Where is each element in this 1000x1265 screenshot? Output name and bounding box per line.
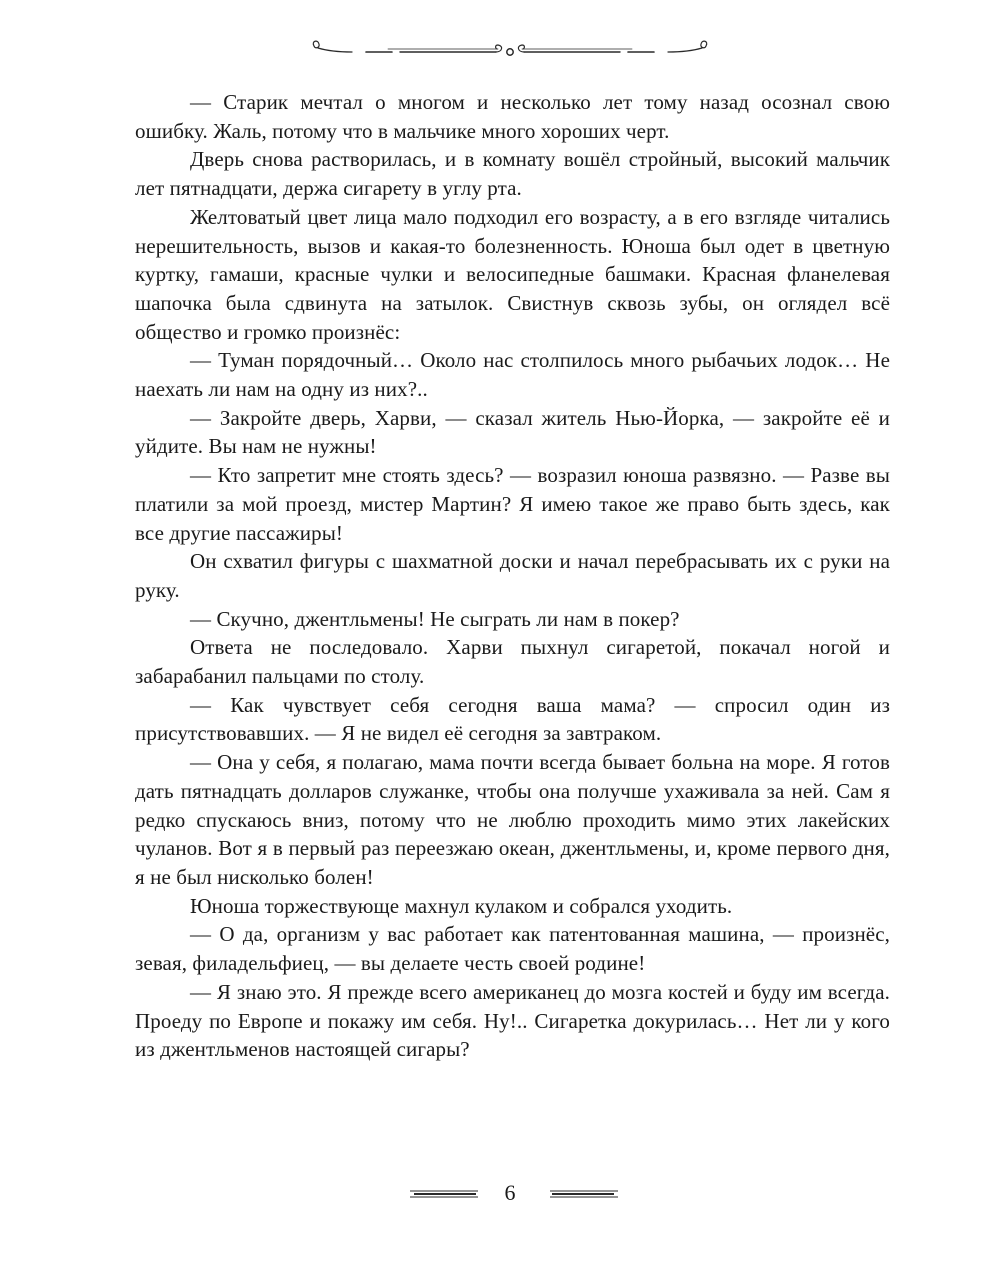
paragraph: Ответа не последовало. Харви пыхнул сигаретой, покачал ногой и забарабанил пальцами по столу. bbox=[135, 635, 890, 689]
paragraph: Желтоватый цвет лица мало подходил его возрасту, а в его взгляде читались нерешительность, вызов и какая-то болезненность. Юноша был одет в цветную куртку, гамаши, красные чулки и велосипедные башмаки. Красная фланелевая шапочка была сдвинута на затылок. Свистнув сквозь зубы, он оглядел всё общество и громко произнёс: bbox=[135, 204, 890, 344]
paragraph: — Старик мечтал о многом и несколько лет тому назад осознал свою ошибку. Жаль, потому что в мальчике много хороших черт. bbox=[135, 90, 890, 143]
paragraph: Юноша торжествующе махнул кулаком и собрался уходить. bbox=[190, 893, 733, 918]
paragraph: — Закройте дверь, Харви, — сказал житель Нью-Йорка, — закройте её и уйдите. Вы нам не нужны! bbox=[135, 405, 890, 459]
paragraph: — Как чувствует себя сегодня ваша мама? — спросил один из присутствовавших. — Я не видел её сегодня за завтраком. bbox=[135, 692, 890, 746]
page-number: 6 bbox=[504, 1180, 516, 1205]
paragraph: Дверь снова растворилась, и в комнату вошёл стройный, высокий мальчик лет пятнадцати, держа сигарету в углу рта. bbox=[135, 147, 890, 201]
paragraph: — О да, организм у вас работает как патентованная машина, — произнёс, зевая, филадельфиец, — вы делаете честь своей родине! bbox=[135, 922, 890, 976]
paragraph: Он схватил фигуры с шахматной доски и начал перебрасывать их с руки на руку. bbox=[135, 549, 890, 602]
paragraph: — Я знаю это. Я прежде всего американец до мозга костей и буду им всегда. Проеду по Европе и покажу им себя. Ну!.. Сигаретка докурилась… Нет ли у кого из джентльменов настоящей сигары? bbox=[135, 979, 890, 1062]
paragraph: — Туман порядочный… Около нас столпилось много рыбачьих лодок… Не наехать ли нам на одну из них?.. bbox=[135, 348, 890, 402]
paragraph: — Она у себя, я полагаю, мама почти всегда бывает больна на море. Я готов дать пятнадцать долларов служанке, чтобы она получше ухаживала за ней. Сам я редко спускаюсь вниз, потому что не люблю проходить мимо этих лакейских чуланов. Вот я в первый раз переезжаю океан, джентльмены, и, кроме первого дня, я не был нисколько болен! bbox=[135, 750, 890, 889]
footer-rule-right bbox=[550, 1188, 618, 1200]
footer-rule-left bbox=[410, 1188, 478, 1200]
body-text bbox=[135, 88, 890, 1064]
paragraph: — Кто запретит мне стоять здесь? — возразил юноша развязно. — Разве вы платили за мой проезд, мистер Мартин? Я имею такое же право быть здесь, как все другие пассажиры! bbox=[135, 463, 890, 545]
page-footer bbox=[400, 1178, 620, 1214]
header-ornament bbox=[300, 34, 720, 64]
paragraph: — Скучно, джентльмены! Не сыграть ли нам в покер? bbox=[190, 606, 680, 631]
